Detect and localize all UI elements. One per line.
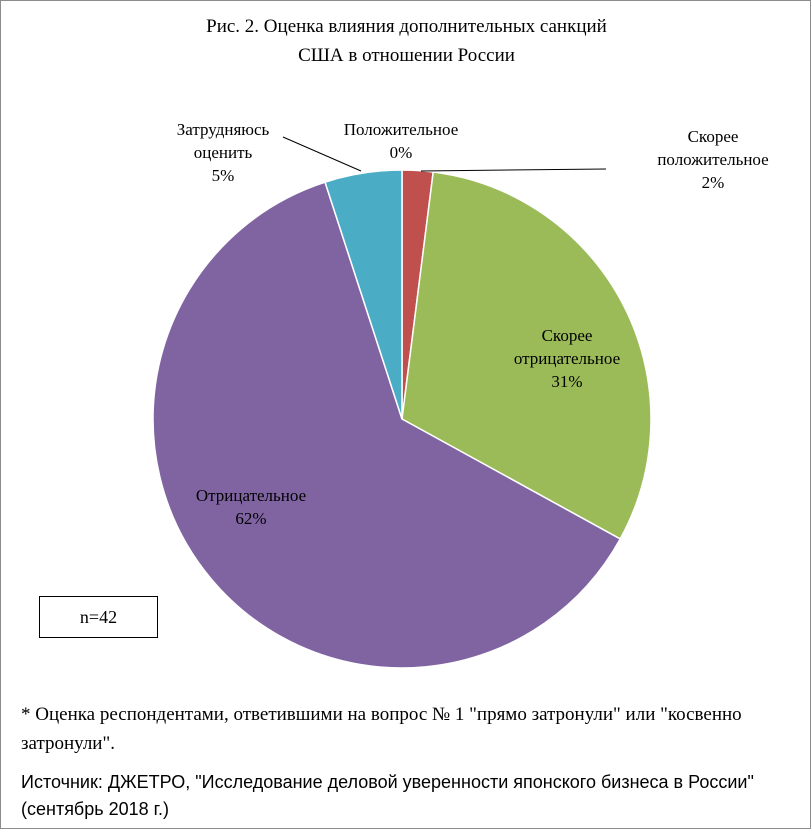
chart-title-line-1: Рис. 2. Оценка влияния дополнительных санкций <box>206 16 607 37</box>
sample-size-box: n=42 <box>39 596 158 638</box>
slice-label: Затрудняюсь оценить 5% <box>176 120 270 185</box>
leader-line <box>283 137 361 171</box>
slice-label: Скорее положительное 2% <box>657 127 769 192</box>
slice-label: Положительное 0% <box>343 120 459 162</box>
chart-title-line-2: США в отношении России <box>298 45 515 66</box>
footnote: * Оценка респондентами, ответившими на вопрос № 1 "прямо затронули" или "косвенно затронули". <box>21 704 742 754</box>
leader-line <box>421 169 606 171</box>
source-note: Источник: ДЖЕТРО, "Исследование деловой уверенности японского бизнеса в России" (сентябрь 2018 г.) <box>21 772 754 819</box>
slice-label: Отрицательное 62% <box>195 486 307 528</box>
slice-label: Скорее отрицательное 31% <box>513 326 621 391</box>
